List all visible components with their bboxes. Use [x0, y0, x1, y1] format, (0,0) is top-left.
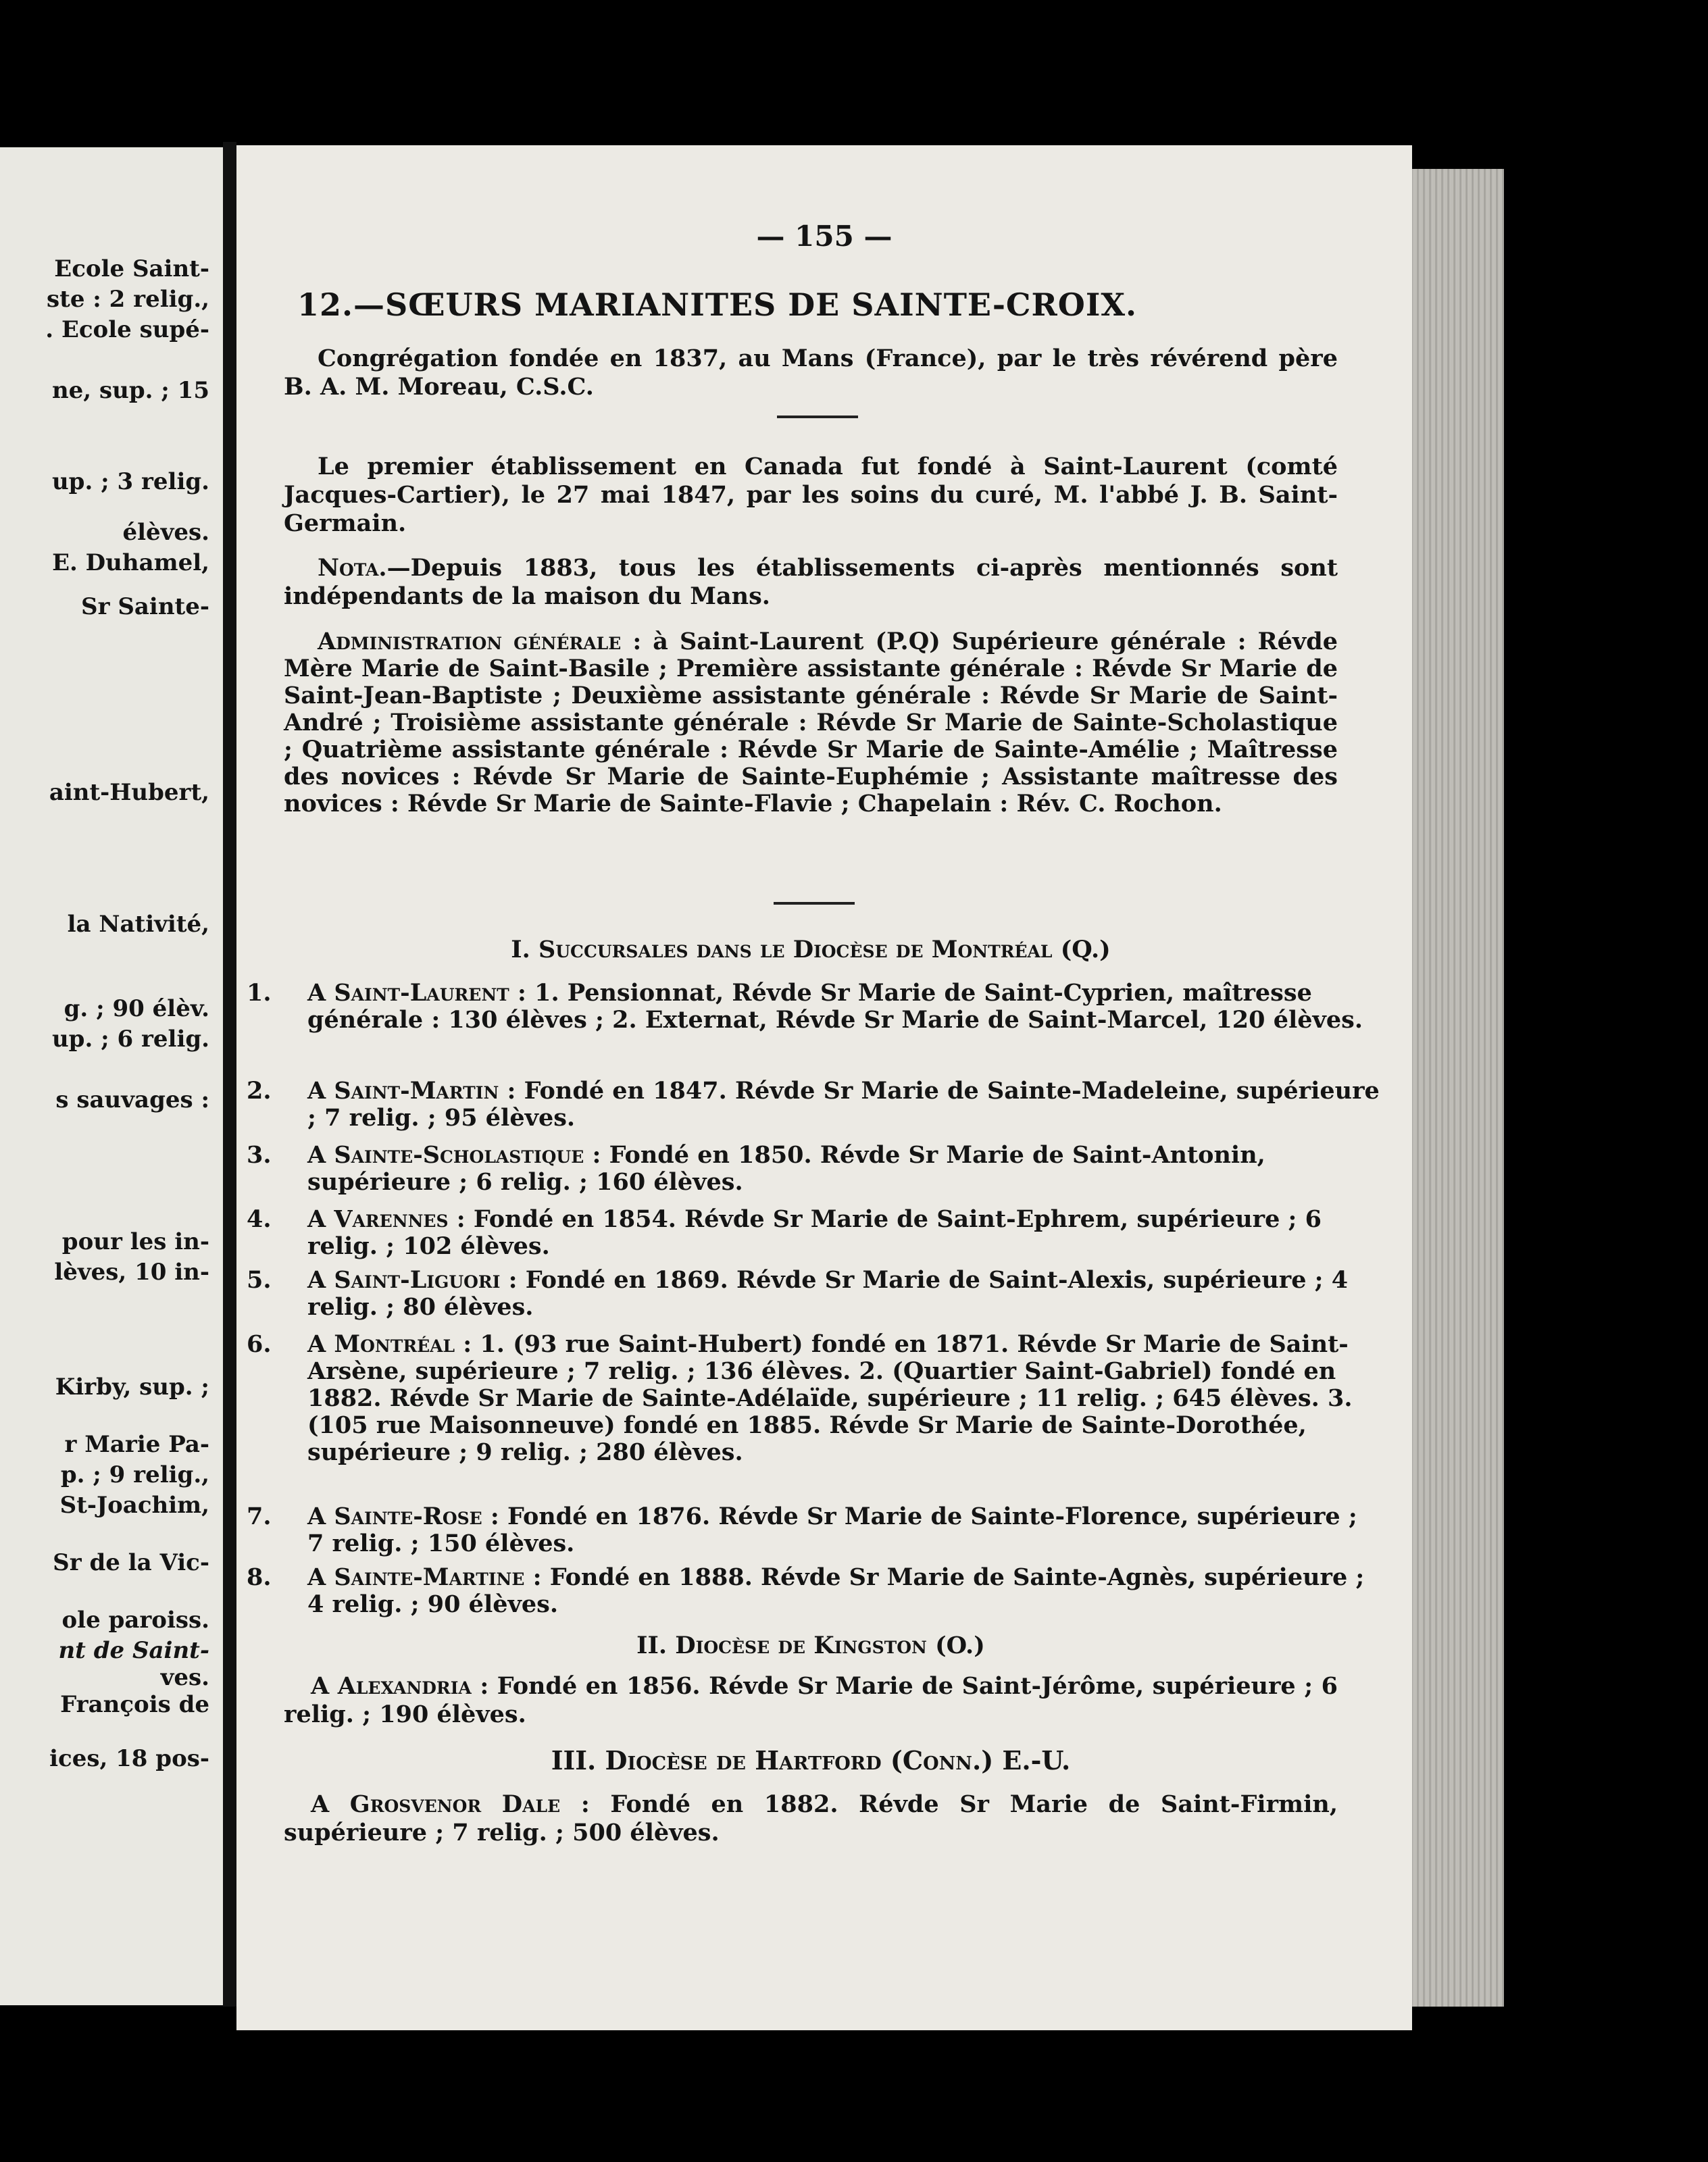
- left-line: Sr Sainte-: [81, 593, 209, 620]
- left-line: E. Duhamel,: [52, 549, 209, 576]
- nota-label: Nota.: [318, 554, 387, 582]
- left-line: la Nativité,: [67, 911, 209, 938]
- left-line: r Marie Pa-: [64, 1431, 209, 1458]
- history-paragraph: Le premier établissement en Canada fut fondé à Saint-Laurent (comté Jacques-Cartier), le 27 mai 1847, par les soins du curé, M. l'abbé J. B. Saint-Germain.: [284, 453, 1338, 537]
- list-item: 3. A Sainte-Scholastique : Fondé en 1850. Révde Sr Marie de Saint-Antonin, supérieure ; 6 relig. ; 160 élèves.: [247, 1141, 1265, 1196]
- administration-paragraph: [284, 628, 1338, 818]
- left-line: Kirby, sup. ;: [55, 1374, 209, 1401]
- left-line: ne, sup. ; 15: [51, 377, 209, 404]
- divider: [777, 416, 858, 418]
- list-item: 7. A Sainte-Rose : Fondé en 1876. Révde Sr Marie de Sainte-Florence, supérieure ; 7 relig. ; 150 élèves.: [247, 1503, 1357, 1557]
- list-item: 4. A Varennes : Fondé en 1854. Révde Sr Marie de Saint-Ephrem, supérieure ; 6 relig. ; 102 élèves.: [247, 1205, 1322, 1260]
- section-title: 12.—SŒURS MARIANITES DE SAINTE-CROIX.: [297, 286, 1138, 323]
- left-line: up. ; 3 relig.: [51, 468, 209, 495]
- kingston-paragraph: A Alexandria : Fondé en 1856. Révde Sr Marie de Saint-Jérôme, supérieure ; 6 relig. ; 190 élèves.: [284, 1672, 1338, 1728]
- left-page-fragment: [0, 147, 223, 2005]
- left-line: s sauvages :: [55, 1086, 209, 1113]
- list-item: 8. A Sainte-Martine : Fondé en 1888. Révde Sr Marie de Sainte-Agnès, supérieure ; 4 relig. ; 90 élèves.: [247, 1563, 1365, 1618]
- divider: [774, 902, 855, 905]
- left-line: François de: [60, 1691, 209, 1718]
- left-line: ves.: [160, 1664, 209, 1691]
- hartford-paragraph: A Grosvenor Dale : Fondé en 1882. Révde Sr Marie de Saint-Firmin, supérieure ; 7 relig. ; 500 élèves.: [284, 1790, 1338, 1846]
- list-item: 5. A Saint-Liguori : Fondé en 1869. Révde Sr Marie de Saint-Alexis, supérieure ; 4 relig. ; 80 élèves.: [247, 1266, 1349, 1321]
- admin-text: : à Saint-Laurent (P.Q) Supérieure générale : Révde Mère Marie de Saint-Basile ; Première assistante générale : Révde Sr Marie de Saint-Jean-Baptiste ; Deuxième assistante générale : Révde Sr Marie de Saint-André ; Troisième assistante générale : Révde Sr Marie de Sainte-Scholastique ; Quatrième assistante générale : Révde Sr Marie de Sainte-Amélie ; Maîtresse des novices : Révde Sr Marie de Sainte-Euphémie ; Assistante maîtresse des novices : Révde Sr Marie de Sainte-Flavie ; Chapelain : Rév. C. Rochon.: [284, 628, 1338, 818]
- page-number: — 155 —: [756, 220, 893, 253]
- left-line: ices, 18 pos-: [49, 1745, 209, 1772]
- list-item: 6. A Montréal : 1. (93 rue Saint-Hubert) fondé en 1871. Révde Sr Marie de Saint-Arsène, supérieure ; 7 relig. ; 136 élèves. 2. (Quartier Saint-Gabriel) fondé en 1882. Révde Sr Marie de Sainte-Adélaïde, supérieure ; 11 relig. ; 645 élèves. 3. (105 rue Maisonneuve) fondé en 1885. Révde Sr Marie de Sainte-Dorothée, supérieure ; 9 relig. ; 280 élèves.: [247, 1330, 1353, 1466]
- left-line: p. ; 9 relig.,: [60, 1461, 209, 1488]
- section-heading-kingston: II. Diocèse de Kingston (O.): [636, 1632, 985, 1659]
- left-line: ole paroiss.: [61, 1607, 209, 1634]
- list-item: 1. A Saint-Laurent : 1. Pensionnat, Révde Sr Marie de Saint-Cyprien, maîtresse générale : 130 élèves ; 2. Externat, Révde Sr Marie de Saint-Marcel, 120 élèves.: [247, 979, 1363, 1034]
- left-line: Ecole Saint-: [54, 255, 209, 282]
- section-heading-hartford: III. Diocèse de Hartford (Conn.) E.-U.: [551, 1745, 1071, 1776]
- left-line: ste : 2 relig.,: [46, 286, 209, 313]
- left-line: nt de Saint-: [58, 1637, 209, 1664]
- section-heading-montreal: I. Succursales dans le Diocèse de Montréal (Q.): [511, 936, 1111, 963]
- book-gutter: [223, 142, 236, 2007]
- intro-paragraph: Congrégation fondée en 1837, au Mans (France), par le très révérend père B. A. M. Moreau, C.S.C.: [284, 345, 1338, 401]
- list-item: 2. A Saint-Martin : Fondé en 1847. Révde Sr Marie de Sainte-Madeleine, supérieure ; 7 relig. ; 95 élèves.: [247, 1077, 1380, 1132]
- nota-paragraph: [284, 554, 1338, 611]
- admin-label: Administration générale: [318, 628, 622, 655]
- nota-text: —Depuis 1883, tous les établissements ci-après mentionnés sont indépendants de la maison du Mans.: [284, 554, 1338, 610]
- right-page: [236, 145, 1412, 2030]
- left-line: pour les in-: [61, 1228, 209, 1255]
- left-line: lèves, 10 in-: [54, 1259, 209, 1286]
- left-line: Sr de la Vic-: [53, 1549, 209, 1576]
- left-line: g. ; 90 élèv.: [64, 995, 209, 1022]
- left-line: aint-Hubert,: [49, 779, 209, 806]
- left-line: élèves.: [122, 519, 209, 546]
- left-line: St-Joachim,: [59, 1492, 209, 1519]
- left-line: . Ecole supé-: [45, 316, 209, 343]
- left-line: up. ; 6 relig.: [51, 1026, 209, 1053]
